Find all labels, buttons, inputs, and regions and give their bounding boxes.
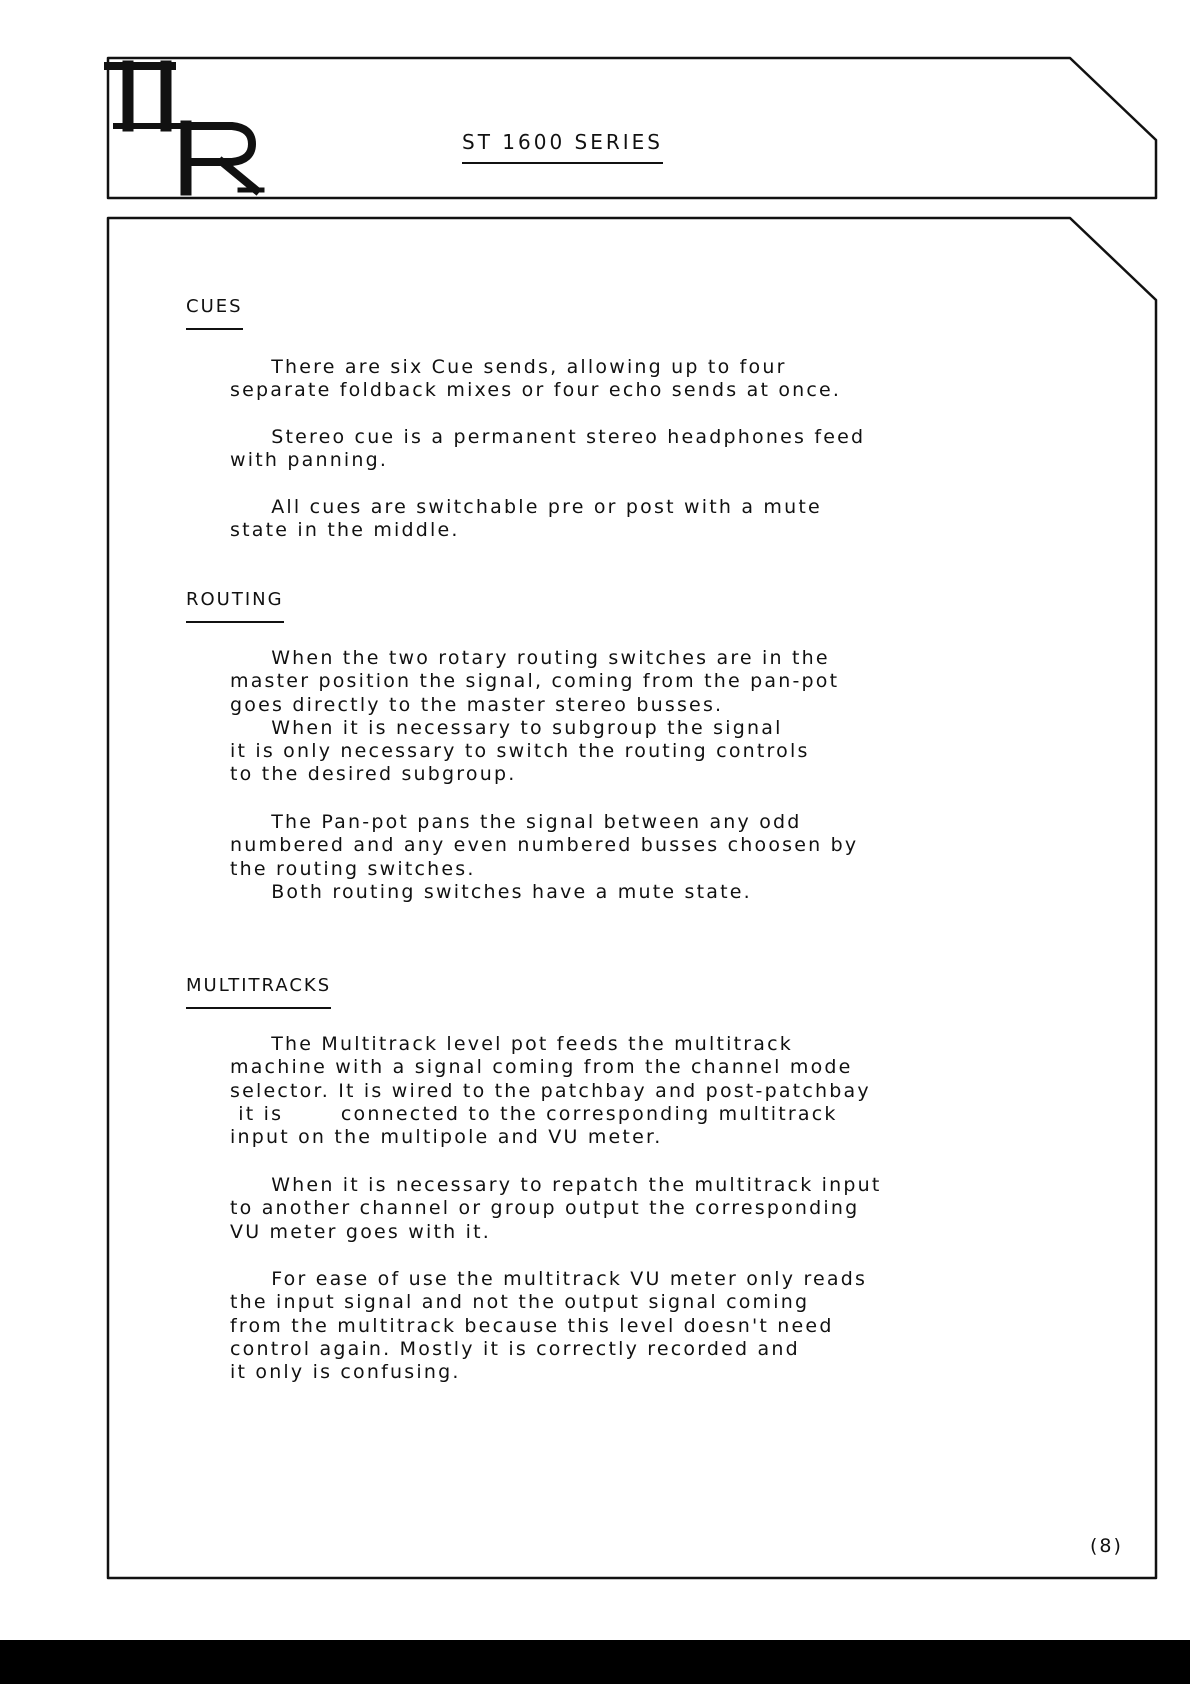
- multitracks-paragraph-3: For ease of use the multitrack VU meter only reads the input signal and not the output signal coming from the multitrack because this level doesn't need control again. Mostly it is correctly recorded and it only is confusing.: [230, 1268, 868, 1384]
- section-heading-cues: CUES: [186, 296, 243, 330]
- multitracks-paragraph-1: The Multitrack level pot feeds the multitrack machine with a signal coming from the channel mode selector. It is wired to the patchbay and post-patchbay it is connected to the corresponding multitrack input on the multipole and VU meter.: [230, 1033, 871, 1149]
- section-heading-multitracks: MULTITRACKS: [186, 975, 331, 1009]
- cues-paragraph-2: Stereo cue is a permanent stereo headphones feed with panning.: [230, 426, 866, 472]
- section-heading-routing: ROUTING: [186, 589, 284, 623]
- cues-paragraph-3: All cues are switchable pre or post with a mute state in the middle.: [230, 496, 822, 542]
- page-title: ST 1600 SERIES: [462, 130, 663, 164]
- cues-paragraph-1: There are six Cue sends, allowing up to four separate foldback mixes or four echo sends at once.: [230, 356, 842, 402]
- routing-paragraph-1: When the two rotary routing switches are in the master position the signal, coming from the pan-pot goes directly to the master stereo busses. When it is necessary to subgroup the signal it is only necessary to switch the routing controls to the desired subgroup.: [230, 647, 840, 786]
- page-number: (8): [1090, 1535, 1123, 1557]
- header-frame: [108, 58, 1156, 198]
- multitracks-paragraph-2: When it is necessary to repatch the multitrack input to another channel or group output the corresponding VU meter goes with it.: [230, 1174, 882, 1243]
- dr-logo: [108, 66, 262, 190]
- routing-paragraph-2: The Pan-pot pans the signal between any odd numbered and any even numbered busses choosen by the routing switches. Both routing switches have a mute state.: [230, 811, 859, 903]
